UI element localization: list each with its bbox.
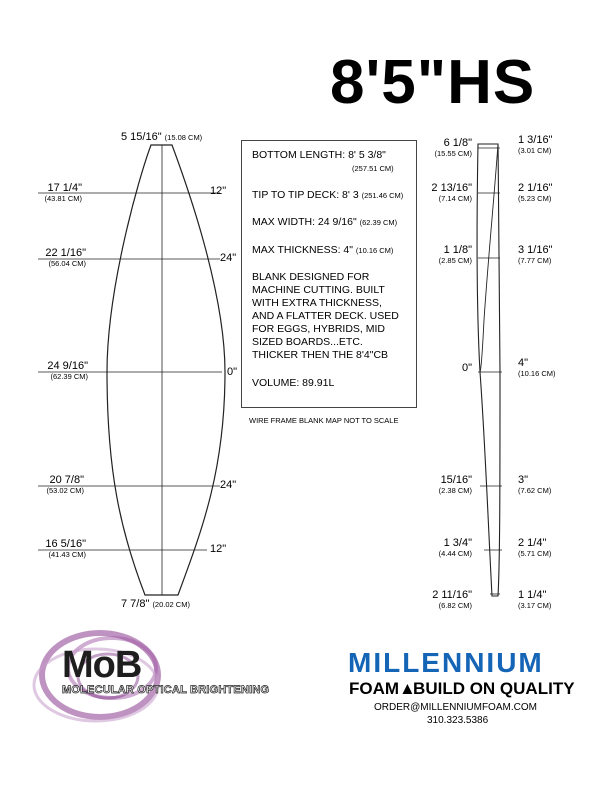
rocker-right-2: 2 1/16" (5.23 CM) [518, 182, 553, 204]
rocker-left-6: 1 3/4" (4.44 CM) [438, 537, 472, 559]
volume: VOLUME: 89.91L [252, 376, 335, 389]
specs-box [241, 140, 417, 408]
rocker-right-3: 3 1/16" (7.77 CM) [518, 244, 553, 266]
millennium-tagline: FOAM▲BUILD ON QUALITY [349, 679, 575, 698]
bottom-length: BOTTOM LENGTH: 8' 5 3/8" (257.51 CM) [252, 149, 394, 174]
max-thickness: MAX THICKNESS: 4" (10.16 CM) [252, 243, 394, 256]
station-1-right: 12" [210, 185, 227, 197]
millennium-mark-icon: ▲ [399, 679, 416, 698]
rocker-left-4: 0" [461, 362, 472, 374]
station-3-left: 24 9/16" (62.39 CM) [47, 360, 88, 382]
station-4-left: 20 7/8" (53.02 CM) [46, 474, 84, 496]
max-width: MAX WIDTH: 24 9/16" (62.39 CM) [252, 216, 398, 229]
rocker-left-1: 6 1/8" (15.55 CM) [434, 137, 472, 159]
rocker-right-6: 2 1/4" (5.71 CM) [518, 537, 552, 559]
mob-tagline: MOLECULAR OPTICAL BRIGHTENING [62, 684, 270, 696]
tip-to-tip: TIP TO TIP DECK: 8' 3 (251.46 CM) [252, 189, 404, 202]
rocker-left-5: 15/16" (2.38 CM) [438, 474, 472, 496]
nose-width-label: 5 15/16" (15.08 CM) [121, 131, 203, 143]
mob-logo-letters: MoB [62, 644, 142, 686]
station-5-right: 12" [210, 543, 227, 555]
rocker-left-3: 1 1/8" (2.85 CM) [438, 244, 472, 266]
page-title: 8'5"HS [330, 48, 536, 117]
rocker-right-7: 1 1/4" (3.17 CM) [518, 589, 552, 611]
station-4-right: 24" [220, 479, 237, 491]
rocker-left-2: 2 13/16" (7.14 CM) [431, 182, 472, 204]
phone: 310.323.5386 [427, 715, 489, 726]
station-1-left: 17 1/4" (43.81 CM) [44, 182, 82, 204]
rocker-right-5: 3" (7.62 CM) [518, 474, 552, 496]
tail-width-label: 7 7/8" (20.02 CM) [121, 598, 190, 610]
description: BLANK DESIGNED FOR MACHINE CUTTING. BUILT WITH EXTRA THICKNESS, AND A FLATTER DECK. USED FOR EGGS, HYBRIDS, MID SIZED BOARDS...ETC. THICKER THEN THE 8'4"CB [252, 270, 399, 362]
rocker-right-1: 1 3/16" (3.01 CM) [518, 134, 553, 156]
not-to-scale-note: WIRE FRAME BLANK MAP NOT TO SCALE [249, 416, 399, 425]
email: ORDER@MILLENNIUMFOAM.COM [374, 702, 537, 713]
rocker-left-7: 2 11/16" (6.82 CM) [432, 589, 472, 611]
board-outline [107, 145, 225, 595]
station-5-left: 16 5/16" (41.43 CM) [45, 538, 86, 560]
rocker-right-4: 4" (10.16 CM) [518, 357, 556, 379]
station-2-left: 22 1/16" (56.04 CM) [45, 247, 86, 269]
station-3-right: 0" [227, 366, 238, 378]
millennium-logo: MILLENNIUM [348, 647, 544, 678]
station-2-right: 24" [220, 252, 237, 264]
